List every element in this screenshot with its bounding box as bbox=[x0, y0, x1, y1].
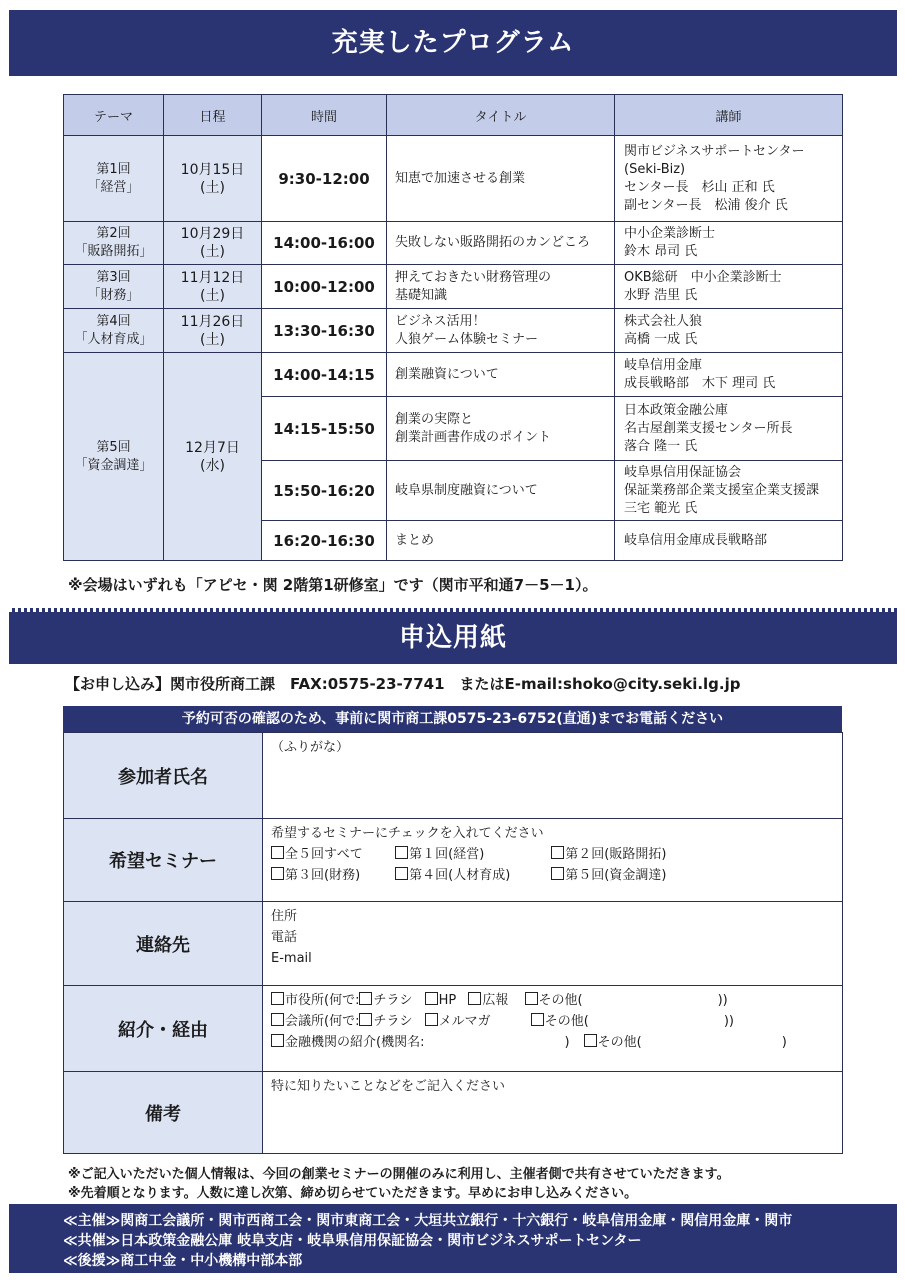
session-theme: 第4回 「人材育成」 bbox=[64, 309, 164, 353]
name-field[interactable] bbox=[263, 733, 843, 819]
seminar-label: 希望セミナー bbox=[64, 819, 263, 902]
referral-line-2: 会議所(何で: チラシ メルマガ その他( )) bbox=[271, 1011, 842, 1032]
checkbox-all[interactable] bbox=[271, 846, 284, 859]
session-time: 10:00-12:00 bbox=[262, 265, 387, 309]
furigana-hint: （ふりがな） bbox=[271, 740, 350, 755]
checkbox-hp[interactable] bbox=[425, 992, 438, 1005]
session-theme: 第2回 「販路開拓」 bbox=[64, 222, 164, 265]
first-come-note: ※先着順となります。人数に達し次第、締め切らせていただきます。早めにお申し込みください。 bbox=[68, 1186, 638, 1201]
name-label: 参加者氏名 bbox=[64, 733, 263, 819]
session-date: 10月29日 (土) bbox=[164, 222, 262, 265]
name-row bbox=[64, 733, 843, 819]
seminar-options-line-2 bbox=[271, 865, 842, 886]
referral-line-1: 市役所(何で: チラシ HP 広報 その他( )) bbox=[271, 990, 842, 1011]
session-theme: 第1回 「経営」 bbox=[64, 136, 164, 222]
session-theme: 第5回 「資金調達」 bbox=[64, 353, 164, 561]
schedule-row bbox=[64, 309, 843, 353]
privacy-note: ※ご記入いただいた個人情報は、今回の創業セミナーの開催のみに利用し、主催者側で共有させていただきます。 bbox=[68, 1167, 730, 1182]
session-lecturer: 岐阜信用金庫 成長戦略部 木下 理司 氏 bbox=[615, 353, 843, 397]
checkbox-city-office[interactable] bbox=[271, 992, 284, 1005]
session-theme: 第3回 「財務」 bbox=[64, 265, 164, 309]
phone-notice: 予約可否の確認のため、事前に関市商工課0575-23-6752(直通)までお電話ください bbox=[63, 706, 842, 732]
checkbox-flyer-1[interactable] bbox=[359, 992, 372, 1005]
option-all[interactable]: 全５回すべて bbox=[271, 844, 391, 865]
session-date: 11月26日 (土) bbox=[164, 309, 262, 353]
session-title: 創業の実際と 創業計画書作成のポイント bbox=[387, 397, 615, 461]
checkbox-chamber[interactable] bbox=[271, 1013, 284, 1026]
session-title: 知恵で加速させる創業 bbox=[387, 136, 615, 222]
session-title: まとめ bbox=[387, 521, 615, 561]
email-label: E-mail bbox=[271, 951, 312, 966]
remarks-row bbox=[64, 1072, 843, 1154]
session-date: 11月12日 (土) bbox=[164, 265, 262, 309]
session-time: 15:50-16:20 bbox=[262, 461, 387, 521]
referral-label: 紹介・経由 bbox=[64, 986, 263, 1072]
checkbox-other-2[interactable] bbox=[531, 1013, 544, 1026]
session-time: 14:00-16:00 bbox=[262, 222, 387, 265]
checkbox-session-2[interactable] bbox=[551, 846, 564, 859]
option-session-5[interactable]: 第５回(資金調達) bbox=[551, 865, 666, 886]
session-time: 14:00-14:15 bbox=[262, 353, 387, 397]
option-session-3[interactable]: 第３回(財務) bbox=[271, 865, 391, 886]
session-time: 9:30-12:00 bbox=[262, 136, 387, 222]
checkbox-pr[interactable] bbox=[468, 992, 481, 1005]
session-lecturer: 日本政策金融公庫 名古屋創業支援センター所長 落合 隆一 氏 bbox=[615, 397, 843, 461]
seminar-row bbox=[64, 819, 843, 902]
checkbox-flyer-2[interactable] bbox=[359, 1013, 372, 1026]
checkbox-other-1[interactable] bbox=[525, 992, 538, 1005]
remarks-label: 備考 bbox=[64, 1072, 263, 1154]
session-date: 10月15日 (土) bbox=[164, 136, 262, 222]
contact-line: 【お申し込み】関市役所商工課 FAX:0575-23-7741 またはE-mail:shoko@city.seki.lg.jp bbox=[65, 675, 741, 693]
application-heading: 申込用紙 bbox=[398, 623, 507, 653]
remarks-field[interactable] bbox=[263, 1072, 843, 1154]
program-heading: 充実したプログラム bbox=[331, 28, 575, 58]
schedule-row bbox=[64, 353, 843, 397]
checkbox-session-1[interactable] bbox=[395, 846, 408, 859]
session-title: 失敗しない販路開拓のカンどころ bbox=[387, 222, 615, 265]
phone-label: 電話 bbox=[271, 930, 298, 945]
organizers-line: ≪主催≫関商工会議所・関市西商工会・関市東商工会・大垣共立銀行・十六銀行・岐阜信用金庫・関信用金庫・関市 bbox=[63, 1213, 793, 1229]
header-date: 日程 bbox=[164, 95, 262, 136]
remarks-hint: 特に知りたいことなどをご記入ください bbox=[271, 1079, 506, 1094]
schedule-body bbox=[64, 136, 843, 561]
session-title: 岐阜県制度融資について bbox=[387, 461, 615, 521]
session-lecturer: 株式会社人狼 高橋 一成 氏 bbox=[615, 309, 843, 353]
session-time: 14:15-15:50 bbox=[262, 397, 387, 461]
seminar-hint: 希望するセミナーにチェックを入れてください bbox=[271, 826, 544, 841]
header-lecturer: 講師 bbox=[615, 95, 843, 136]
schedule-row bbox=[64, 136, 843, 222]
checkbox-session-4[interactable] bbox=[395, 867, 408, 880]
contact-row bbox=[64, 902, 843, 986]
checkbox-mailmag[interactable] bbox=[425, 1013, 438, 1026]
session-title: 創業融資について bbox=[387, 353, 615, 397]
checkbox-financial[interactable] bbox=[271, 1034, 284, 1047]
contact-label: 連絡先 bbox=[64, 902, 263, 986]
address-label: 住所 bbox=[271, 909, 298, 924]
session-lecturer: 関市ビジネスサポートセンター (Seki-Biz) センター長 杉山 正和 氏 副センター長 松浦 俊介 氏 bbox=[615, 136, 843, 222]
schedule-row bbox=[64, 222, 843, 265]
checkbox-other-3[interactable] bbox=[584, 1034, 597, 1047]
application-banner bbox=[9, 608, 897, 664]
checkbox-session-3[interactable] bbox=[271, 867, 284, 880]
session-lecturer: 中小企業診断士 鈴木 昂司 氏 bbox=[615, 222, 843, 265]
session-date: 12月7日 (水) bbox=[164, 353, 262, 561]
referral-field bbox=[263, 986, 843, 1072]
referral-row bbox=[64, 986, 843, 1072]
schedule-row bbox=[64, 265, 843, 309]
session-title: 押えておきたい財務管理の 基礎知識 bbox=[387, 265, 615, 309]
application-form bbox=[63, 732, 843, 1154]
seminar-options-line-1 bbox=[271, 844, 842, 865]
seminar-field bbox=[263, 819, 843, 902]
session-time: 13:30-16:30 bbox=[262, 309, 387, 353]
program-banner bbox=[9, 10, 897, 76]
venue-note: ※会場はいずれも「アピセ・関 2階第1研修室」です（関市平和通7－5－1）。 bbox=[68, 576, 598, 594]
header-time: 時間 bbox=[262, 95, 387, 136]
co-hosts-line: ≪共催≫日本政策金融公庫 岐阜支店・岐阜県信用保証協会・関市ビジネスサポートセンター bbox=[63, 1233, 642, 1249]
session-lecturer: 岐阜信用金庫成長戦略部 bbox=[615, 521, 843, 561]
session-lecturer: OKB総研 中小企業診断士 水野 浩里 氏 bbox=[615, 265, 843, 309]
supporters-line: ≪後援≫商工中金・中小機構中部本部 bbox=[63, 1253, 303, 1269]
option-session-4[interactable]: 第４回(人材育成) bbox=[395, 865, 547, 886]
referral-line-3: 金融機関の紹介(機関名: ) その他( ) bbox=[271, 1032, 842, 1053]
schedule-table bbox=[63, 94, 843, 561]
header-title: タイトル bbox=[387, 95, 615, 136]
session-title: ビジネス活用！ 人狼ゲーム体験セミナー bbox=[387, 309, 615, 353]
footer bbox=[9, 1204, 897, 1273]
contact-field[interactable] bbox=[263, 902, 843, 986]
option-session-2[interactable]: 第２回(販路開拓) bbox=[551, 844, 666, 865]
session-lecturer: 岐阜県信用保証協会 保証業務部企業支援室企業支援課 三宅 範光 氏 bbox=[615, 461, 843, 521]
option-session-1[interactable]: 第１回(経営) bbox=[395, 844, 547, 865]
header-theme: テーマ bbox=[64, 95, 164, 136]
checkbox-session-5[interactable] bbox=[551, 867, 564, 880]
schedule-header-row bbox=[64, 95, 843, 136]
session-time: 16:20-16:30 bbox=[262, 521, 387, 561]
